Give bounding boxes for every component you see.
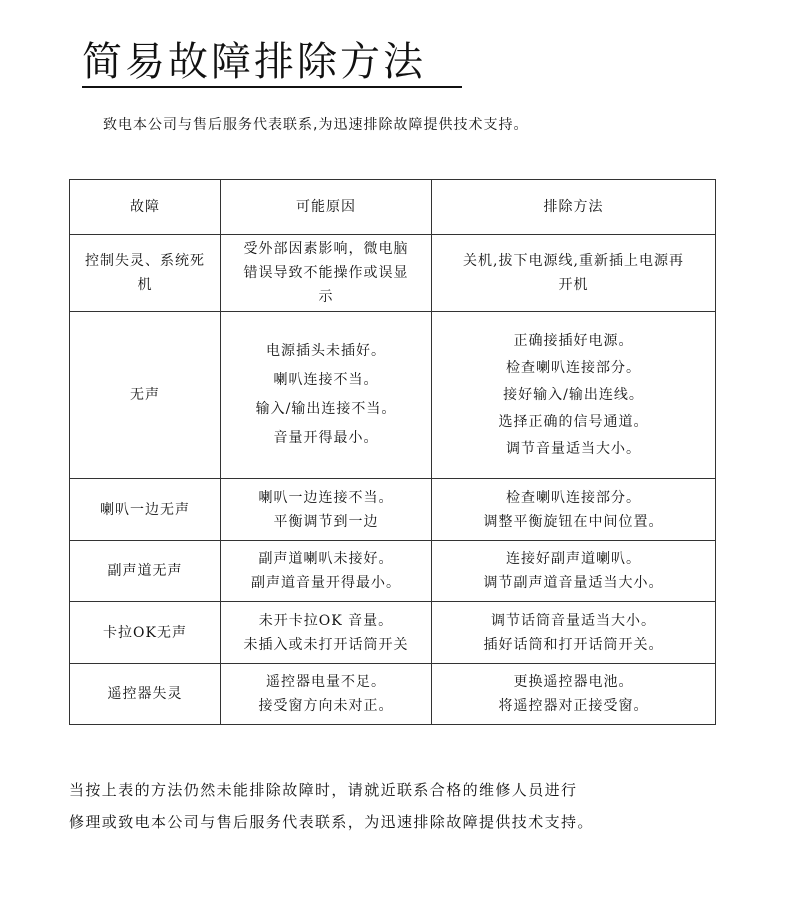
footer-line: 修理或致电本公司与售后服务代表联系，为迅速排除故障提供技术支持。 — [69, 813, 594, 831]
solution-line: 选择正确的信号通道。 — [498, 413, 649, 430]
solution-cell — [432, 479, 716, 541]
cause-line: 受外部因素影响，微电脑 — [243, 241, 409, 257]
footer-line: 当按上表的方法仍然未能排除故障时，请就近联系合格的维修人员进行 — [69, 781, 578, 799]
fault-cell — [70, 602, 221, 664]
cause-line: 喇叭连接不当。 — [273, 372, 379, 388]
cause-line: 电源插头未插好。 — [266, 343, 386, 359]
fault-cell — [70, 479, 221, 541]
footer-note — [69, 774, 594, 838]
fault-line: 副声道无声 — [107, 563, 183, 579]
fault-cell — [70, 664, 221, 725]
solution-line: 检查喇叭连接部分。 — [506, 359, 641, 376]
solution-line: 连接好副声道喇叭。 — [506, 551, 641, 567]
header-solution: 排除方法 — [432, 180, 716, 235]
solution-cell — [432, 602, 716, 664]
header-fault: 故障 — [70, 180, 221, 235]
solution-line: 插好话筒和打开话筒开关。 — [483, 636, 664, 653]
solution-line: 接好输入/输出连线。 — [503, 386, 644, 403]
fault-line: 控制失灵、系统死 — [85, 253, 205, 269]
fault-line: 遥控器失灵 — [107, 686, 183, 702]
fault-line: 喇叭一边无声 — [100, 501, 190, 518]
solution-line: 更换遥控器电池。 — [513, 674, 634, 690]
fault-cell — [70, 541, 221, 602]
troubleshooting-table — [69, 179, 716, 725]
table-header-row — [70, 180, 716, 235]
cause-cell — [221, 602, 432, 664]
fault-cell — [70, 312, 221, 479]
page-title: 简易故障排除方法 — [82, 39, 426, 85]
solution-cell — [432, 312, 716, 479]
table-row — [70, 541, 716, 602]
table-row — [70, 235, 716, 312]
solution-line: 调整平衡旋钮在中间位置。 — [483, 513, 664, 530]
cause-line: 喇叭一边连接不当。 — [258, 489, 394, 506]
table-row — [70, 664, 716, 725]
cause-cell — [221, 479, 432, 541]
cause-line: 接受窗方向未对正。 — [258, 698, 394, 714]
table-row — [70, 602, 716, 664]
table-row — [70, 479, 716, 541]
fault-cell — [70, 235, 221, 312]
cause-line: 副声道喇叭未接好。 — [258, 551, 394, 567]
solution-line: 调节音量适当大小。 — [506, 440, 641, 457]
solution-line: 关机,拔下电源线,重新插上电源再 — [463, 253, 684, 269]
cause-cell — [221, 664, 432, 725]
solution-line: 调节副声道音量适当大小。 — [483, 575, 664, 591]
cause-line: 遥控器电量不足。 — [266, 674, 386, 690]
solution-line: 调节话筒音量适当大小。 — [491, 612, 656, 629]
intro-text: 致电本公司与售后服务代表联系,为迅速排除故障提供技术支持。 — [103, 117, 529, 133]
cause-line: 未插入或未打开话筒开关 — [243, 636, 409, 653]
fault-line: 机 — [137, 277, 153, 293]
solution-line: 开机 — [558, 277, 589, 293]
cause-line: 未开卡拉OK 音量。 — [258, 612, 394, 629]
cause-line: 输入/输出连接不当。 — [255, 401, 397, 417]
fault-line: 无声 — [130, 387, 160, 403]
cause-line: 副声道音量开得最小。 — [251, 575, 401, 591]
table-row — [70, 312, 716, 479]
cause-cell — [221, 235, 432, 312]
fault-line: 卡拉OK无声 — [103, 624, 187, 641]
title-underline — [82, 86, 462, 88]
header-cause: 可能原因 — [221, 180, 432, 235]
cause-cell — [221, 541, 432, 602]
cause-line: 平衡调节到一边 — [273, 513, 379, 530]
solution-cell — [432, 664, 716, 725]
solution-line: 正确接插好电源。 — [513, 332, 634, 349]
cause-line: 示 — [318, 289, 334, 305]
cause-cell — [221, 312, 432, 479]
solution-cell — [432, 541, 716, 602]
cause-line: 错误导致不能操作或误显 — [243, 265, 409, 281]
solution-cell — [432, 235, 716, 312]
solution-line: 检查喇叭连接部分。 — [506, 489, 641, 506]
solution-line: 将遥控器对正接受窗。 — [498, 698, 649, 714]
cause-line: 音量开得最小。 — [273, 430, 379, 446]
